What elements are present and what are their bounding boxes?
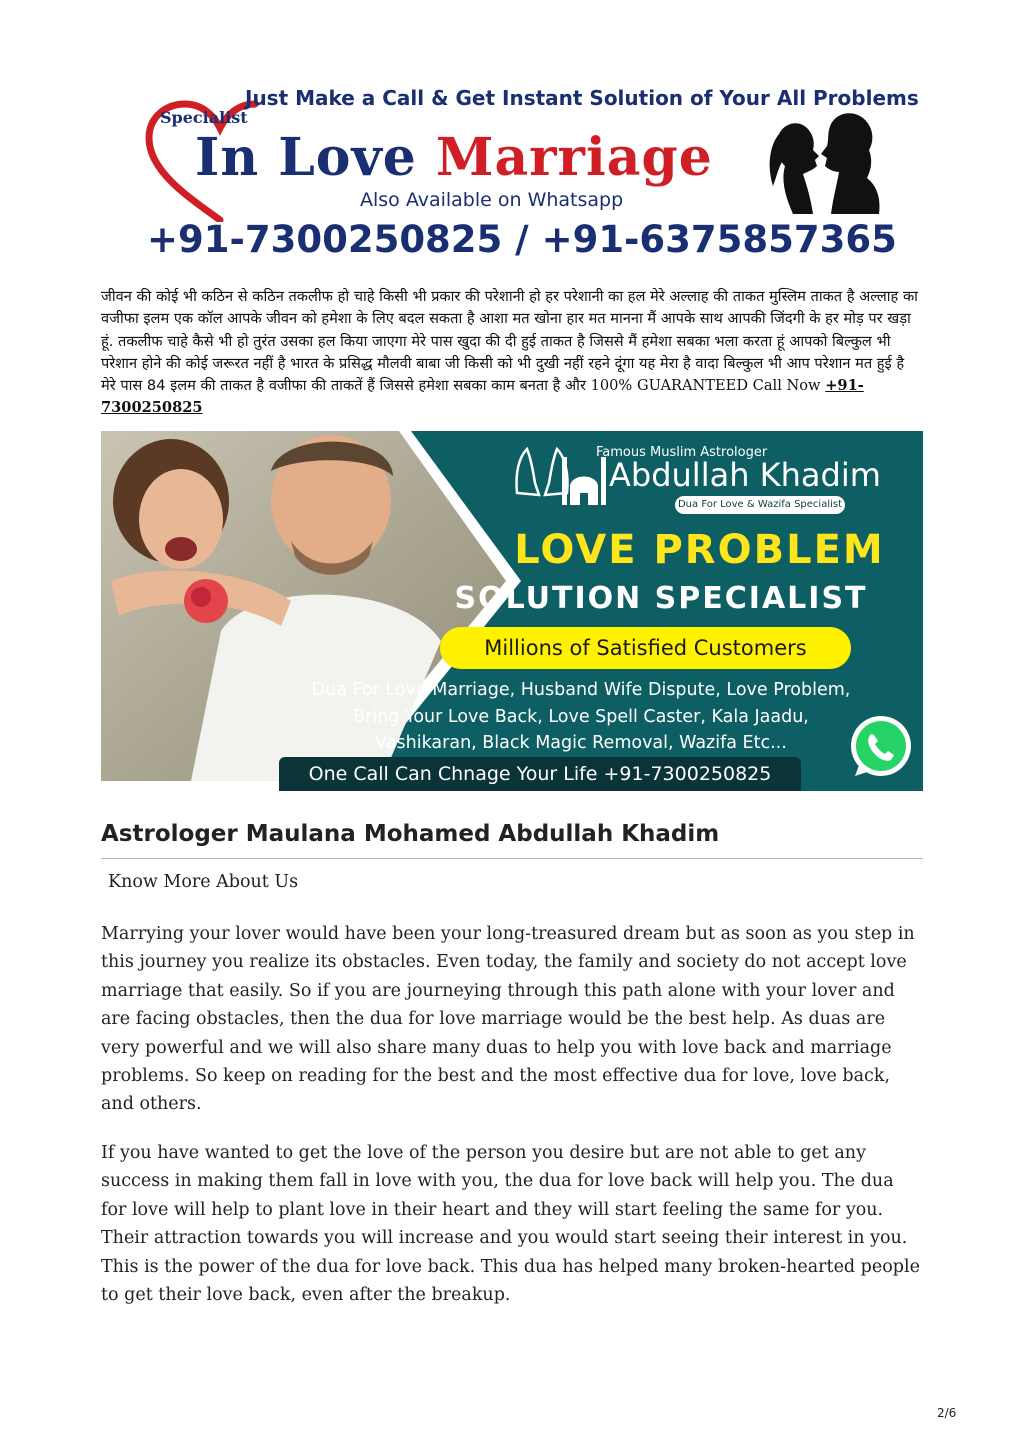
love-problem-headline: LOVE PROBLEM (514, 527, 885, 573)
famous-astrologer-label: Famous Muslim Astrologer (596, 445, 768, 460)
services-list: Dua For Love Marriage, Husband Wife Dispute, Love Problem, Bring Your Love Back, Love Spell Caster, Kala Jaadu, Vashikaran, Black Magic Removal, Wazifa Etc... (311, 680, 851, 753)
whatsapp-icon (847, 714, 915, 782)
love-marriage-banner (145, 82, 919, 264)
hindi-text: जीवन की कोई भी कठिन से कठिन तकलीफ हो चाहे किसी भी प्रकार की परेशानी हो हर परेशानी का हल मेरे अल्लाह की ताकत मुस्लिम ताकत है अल्लाह का वजीफा इलम एक कॉल आपके जीवन को हमेशा के लिए बदल सकता है आशा मत खोना हार मत मानना मैं आपके साथ आपकी जिंदगी के हर मोड़ पर खड़ा हूं. तकलीफ चाहे कैसे भी हो तुरंत उसका हल किया जाएगा मेरे पास खुदा की दी हुई ताकत है जिससे मैं हमेशा सबका भला करता हूं आपको बिल्कुल भी परेशान होने की कोई जरूरत नहीं है भारत के प्रसिद्ध मौलवी बाबा जी किसी को भी दुखी नहीं रहने दूंगा यह मेरा है वादा बिल्कुल भी आप परेशान मत हुई है मेरे पास 84 इलम की ताकत है वजीफा की ताकतें हैं जिससे हमेशा सबका काम बनता है और (101, 288, 918, 395)
banner-title-part2: Marriage (435, 127, 713, 188)
specialist-label: Specialist (160, 108, 248, 127)
banner-phone-numbers: +91-7300250825 / +91-6375857365 (147, 218, 897, 261)
guarantee-text: 100% GUARANTEED Call Now (590, 377, 821, 395)
article-heading: Astrologer Maulana Mohamed Abdullah Khadim (101, 821, 720, 847)
banner-title (195, 126, 713, 190)
phone-link[interactable]: +91-7300250825 (101, 377, 864, 417)
hindi-paragraph (101, 286, 923, 420)
satisfied-customers-pill: Millions of Satisfied Customers (440, 627, 851, 669)
article-paragraph-1: Marrying your lover would have been your long-treasured dream but as soon as you step in this journey you realize its obstacles. Even today, the family and society do not accept love marriage that easily. So if you are journeying through this path alone with your lover and are facing obstacles, then the dua for love marriage would be the best help. As duas are very powerful and we will also share many duas to help you with love back and marriage problems. So keep on reading for the best and the most effective dua for love, love back, and others. (101, 924, 915, 1115)
article-paragraph-2: If you have wanted to get the love of the person you desire but are not able to get any success in making them fall in love with you, the dua for love back will help you. The dua for love will help to plant love in their heart and they will start feeling the same for you. Their attraction towards you will increase and you would start seeing their interest in you. This is the power of the dua for love back. This dua has helped many broken-hearted people to get their love back, even after the breakup. (101, 1143, 920, 1306)
solution-specialist-headline: SOLUTION SPECIALIST (454, 581, 868, 616)
love-problem-banner (101, 431, 923, 791)
kissing-couple-silhouette-icon (763, 106, 885, 216)
heading-divider (101, 858, 923, 859)
page-number: 2/6 (937, 1406, 957, 1420)
banner-title-part1: In Love (195, 127, 417, 188)
know-more-label: Know More About Us (108, 872, 299, 892)
whatsapp-availability: Also Available on Whatsapp (360, 189, 624, 211)
call-to-action-bar: One Call Can Chnage Your Life +91-7300250825 (279, 757, 801, 791)
banner-tagline: Just Make a Call & Get Instant Solution of Your All Problems (245, 86, 919, 110)
dua-specialist-tag: Dua For Love & Wazifa Specialist (675, 496, 845, 514)
brand-name: Abdullah Khadim (609, 456, 881, 494)
